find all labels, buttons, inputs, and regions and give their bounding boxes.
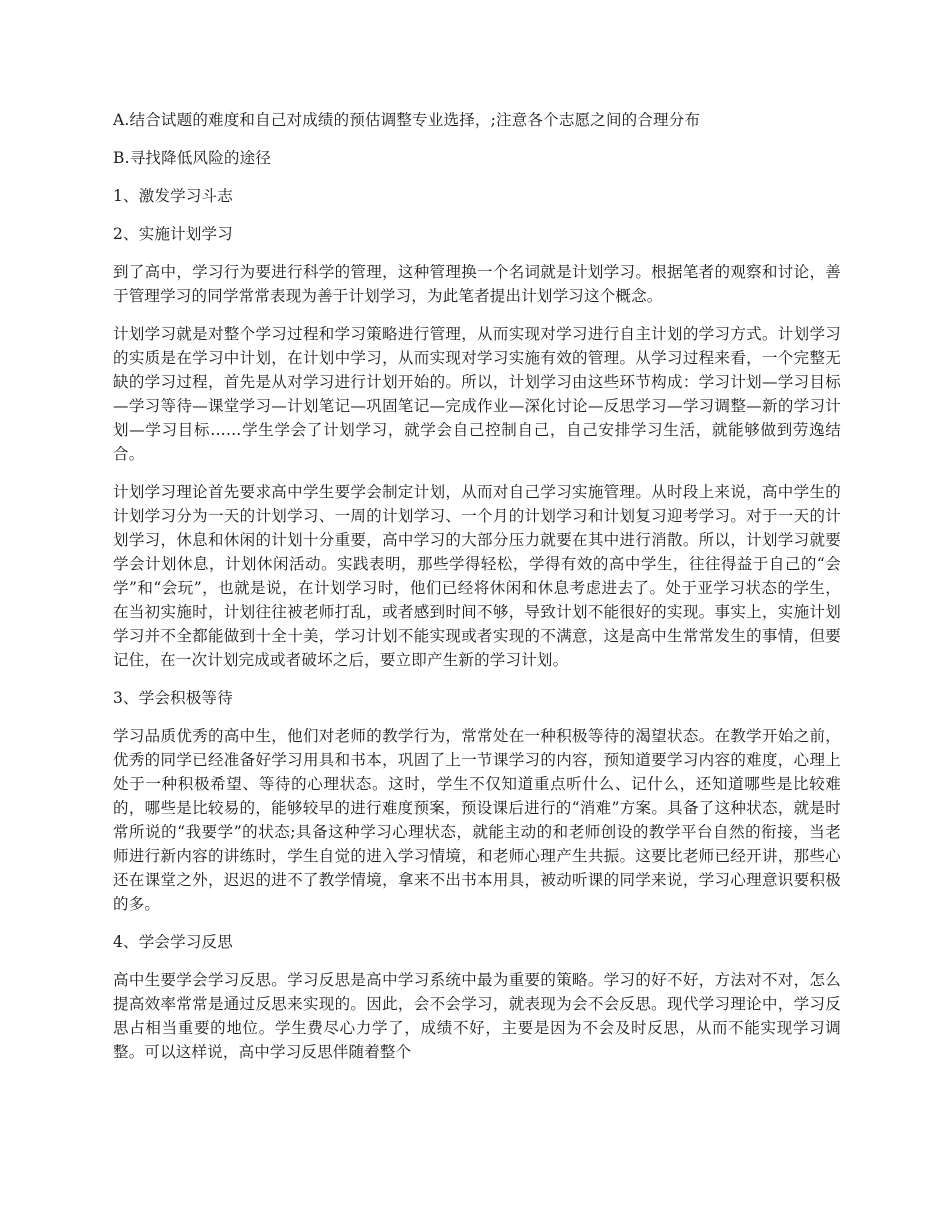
body-paragraph: 高中生要学会学习反思。学习反思是高中学习系统中最为重要的策略。学习的好不好，方法对不对，怎么提高效率常常是通过反思来实现的。因此，会不会学习，就表现为会不会反思。现代学习理论中，学习反思占相当重要的地位。学生费尽心力学了，成绩不好，主要是因为不会及时反思，从而不能实现学习调整。可以这样说，高中学习反思伴随着整个 <box>113 971 841 1061</box>
body-paragraph: 到了高中，学习行为要进行科学的管理，这种管理换一个名词就是计划学习。根据笔者的观察和讨论，善于管理学习的同学常常表现为善于计划学习，为此笔者提出计划学习这个概念。 <box>113 263 841 305</box>
section-heading: 3、学会积极等待 <box>113 689 233 707</box>
body-paragraph: 计划学习理论首先要求高中学生要学会制定计划，从而对自己学习实施管理。从时段上来说，高中学生的计划学习分为一天的计划学习、一周的计划学习、一个月的计划学习和计划复习迎考学习。对于一天的计划学习，休息和休闲的计划十分重要，高中学习的大部分压力就要在其中进行消散。所以，计划学习就要学会计划休息，计划休闲活动。实践表明，那些学得轻松，学得有效的高中学生，往往得益于自己的“会学”和“会玩”，也就是说，在计划学习时，他们已经将休闲和休息考虑进去了。处于亚学习状态的学生，在当初实施时，计划往往被老师打乱，或者感到时间不够，导致计划不能很好的实现。事实上，实施计划学习并不全都能做到十全十美，学习计划不能实现或者实现的不满意，这是高中生常常发生的事情，但要记住，在一次计划完成或者破坏之后，要立即产生新的学习计划。 <box>113 483 841 669</box>
body-paragraph: 学习品质优秀的高中生，他们对老师的教学行为，常常处在一种积极等待的渴望状态。在教学开始之前，优秀的同学已经准备好学习用具和书本，巩固了上一节课学习的内容，预知道要学习内容的难度，心理上处于一种积极希望、等待的心理状态。这时，学生不仅知道重点听什么、记什么，还知道哪些是比较难的，哪些是比较易的，能够较早的进行难度预案，预设课后进行的“消难”方案。具备了这种状态，就是时常所说的“我要学”的状态;具备这种学习心理状态，就能主动的和老师创设的教学平台自然的衔接，当老师进行新内容的讲练时，学生自觉的进入学习情境，和老师心理产生共振。这要比老师已经开讲，那些心还在课堂之外，迟迟的进不了教学情境，拿来不出书本用具，被动听课的同学来说，学习心理意识要积极的多。 <box>113 727 841 913</box>
section-heading: 2、实施计划学习 <box>113 225 233 243</box>
section-heading: 1、激发学习斗志 <box>113 187 233 205</box>
section-heading: A.结合试题的难度和自己对成绩的预估调整专业选择，;注意各个志愿之间的合理分布 <box>113 111 701 129</box>
section-heading: B.寻找降低风险的途径 <box>113 149 272 167</box>
body-paragraph: 计划学习就是对整个学习过程和学习策略进行管理，从而实现对学习进行自主计划的学习方式。计划学习的实质是在学习中计划，在计划中学习，从而实现对学习实施有效的管理。从学习过程来看，一个完整无缺的学习过程，首先是从对学习进行计划开始的。所以，计划学习由这些环节构成：学习计划—学习目标—学习等待—课堂学习—计划笔记—巩固笔记—完成作业—深化讨论—反思学习—学习调整—新的学习计划—学习目标……学生学会了计划学习，就学会自己控制自己，自己安排学习生活，就能够做到劳逸结合。 <box>113 325 841 463</box>
document-page <box>113 108 841 1078</box>
section-heading: 4、学会学习反思 <box>113 933 233 951</box>
